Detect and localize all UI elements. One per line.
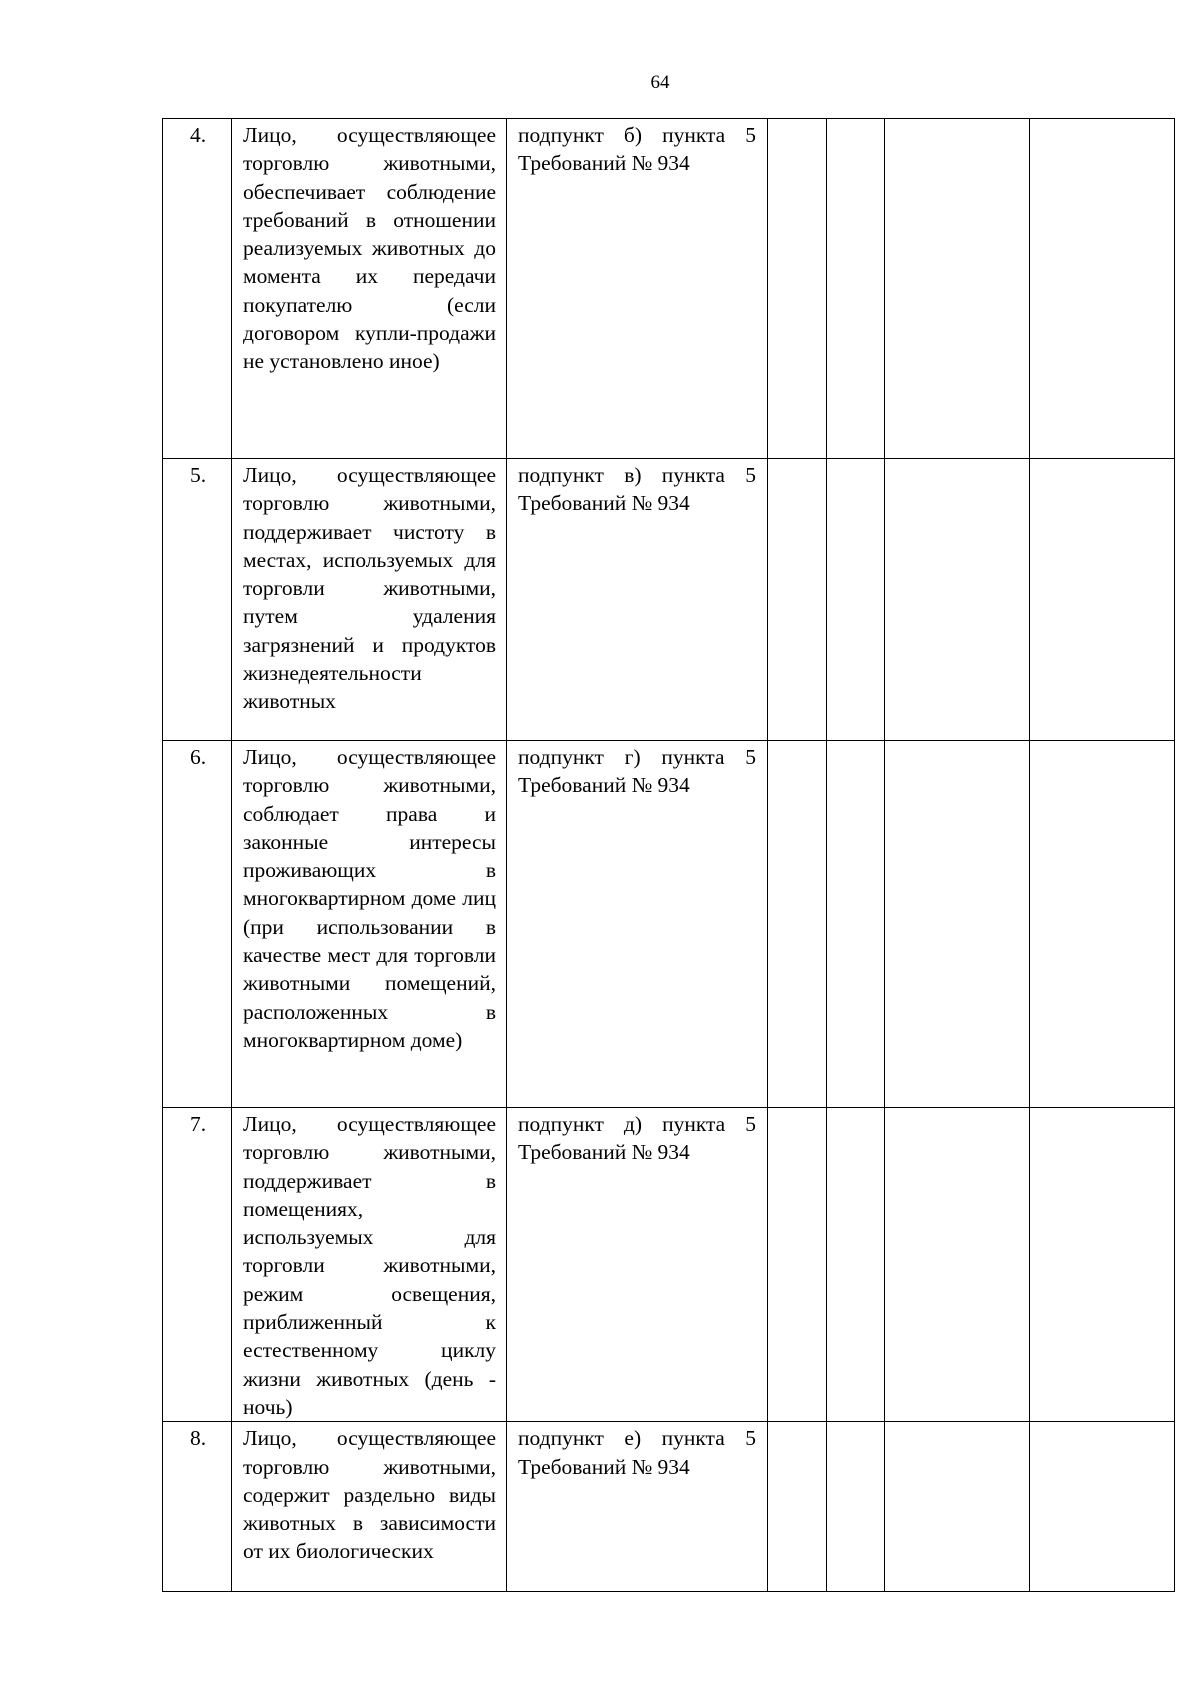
checklist-table: [162, 118, 1175, 1592]
answer-cell-na[interactable]: [885, 119, 1030, 459]
requirement-text: Лицо, осуществляющее торговлю животными, содержит раздельно виды животных в зависимости от их биологических: [243, 1426, 496, 1564]
answer-cell-na[interactable]: [885, 741, 1030, 1108]
row-number: 5.: [189, 463, 207, 487]
answer-cell-no[interactable]: [827, 119, 885, 459]
answer-cell-na[interactable]: [885, 1108, 1030, 1422]
row-number: 6.: [189, 745, 207, 769]
page-number: 64: [650, 72, 670, 93]
requirement-cell: [232, 119, 507, 459]
row-number-cell: [163, 119, 232, 459]
answer-cell-na[interactable]: [885, 1422, 1030, 1592]
table-row: [163, 1422, 1175, 1592]
answer-cell-yes[interactable]: [768, 119, 827, 459]
answer-cell-no[interactable]: [827, 741, 885, 1108]
requirement-text: Лицо, осуществляющее торговлю животными, поддерживает чистоту в местах, используемых для торговли животными, путем удаления загрязнений и продуктов жизнедеятельности животных: [243, 463, 496, 714]
requirement-cell: [232, 459, 507, 741]
answer-cell-no[interactable]: [827, 1422, 885, 1592]
requirement-text: Лицо, осуществляющее торговлю животными, соблюдает права и законные интересы проживающих в многоквартирном доме лиц (при использовании в качестве мест для торговли животными помещений, расположенных в многоквартирном доме): [243, 745, 496, 1052]
notes-cell[interactable]: [1030, 1422, 1175, 1592]
table-row: [163, 741, 1175, 1108]
answer-cell-yes[interactable]: [768, 1422, 827, 1592]
row-number: 8.: [189, 1426, 207, 1451]
notes-cell[interactable]: [1030, 119, 1175, 459]
reference-cell: [507, 741, 768, 1108]
table-row: [163, 1108, 1175, 1422]
table-row: [163, 459, 1175, 741]
row-number-cell: [163, 1422, 232, 1592]
notes-cell[interactable]: [1030, 1108, 1175, 1422]
row-number: 4.: [189, 123, 207, 147]
requirement-text: Лицо, осуществляющее торговлю животными, обеспечивает соблюдение требований в отношении реализуемых животных до момента их передачи покупателю (если договором купли-продажи не установлено иное): [243, 123, 496, 374]
reference-text: подпункт е) пункта 5 Требований № 934: [518, 1426, 756, 1479]
answer-cell-yes[interactable]: [768, 741, 827, 1108]
reference-cell: [507, 1422, 768, 1592]
requirement-cell: [232, 741, 507, 1108]
requirement-cell: [232, 1108, 507, 1422]
row-number-cell: [163, 741, 232, 1108]
requirement-text: Лицо, осуществляющее торговлю животными, поддерживает в помещениях, используемых для торговли животными, режим освещения, приближенный к естественному циклу жизни животных (день - ночь): [243, 1112, 496, 1419]
answer-cell-yes[interactable]: [768, 1108, 827, 1422]
table-row: [163, 119, 1175, 459]
reference-text: подпункт д) пункта 5 Требований № 934: [518, 1112, 756, 1165]
row-number-cell: [163, 1108, 232, 1422]
notes-cell[interactable]: [1030, 741, 1175, 1108]
answer-cell-no[interactable]: [827, 459, 885, 741]
answer-cell-no[interactable]: [827, 1108, 885, 1422]
reference-text: подпункт б) пункта 5 Требований № 934: [518, 123, 756, 176]
reference-text: подпункт г) пункта 5 Требований № 934: [518, 745, 756, 798]
answer-cell-na[interactable]: [885, 459, 1030, 741]
answer-cell-yes[interactable]: [768, 459, 827, 741]
requirement-cell: [232, 1422, 507, 1592]
notes-cell[interactable]: [1030, 459, 1175, 741]
reference-cell: [507, 119, 768, 459]
reference-text: подпункт в) пункта 5 Требований № 934: [518, 463, 756, 516]
row-number-cell: [163, 459, 232, 741]
row-number: 7.: [189, 1112, 207, 1136]
reference-cell: [507, 459, 768, 741]
reference-cell: [507, 1108, 768, 1422]
